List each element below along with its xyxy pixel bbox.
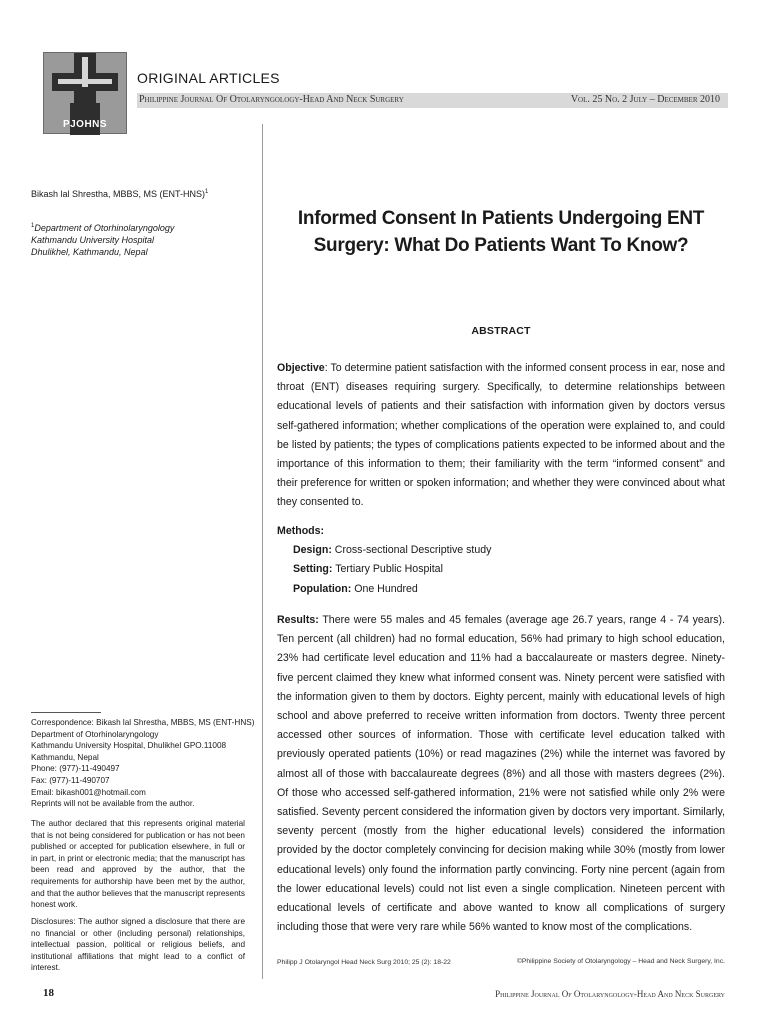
correspondence-line: Fax: (977)-11-490707 — [31, 775, 110, 785]
correspondence-line: Phone: (977)-11-490497 — [31, 764, 120, 774]
correspondence-email: Email: bikash001@hotmail.com — [31, 787, 146, 797]
author-line — [31, 187, 245, 201]
affiliation-line: Department of Otorhinolaryngology — [34, 223, 175, 233]
results-text: There were 55 males and 45 females (average age 26.7 years, range 4 - 74 years). Ten percent (all children) had no formal education, 56% had primary to high school education, 23% had certificate level education and 11% had a baccalaureate or masters degree. Ninety-five percent claimed they knew what informed consent was. Ninety percent were satisfied with the information given to them by doctors. Eighty percent, mainly with educational levels of high school and above preferred to receive written information from doctors. Twenty three percent accessed other sources of information. Those with certificate level education talked with previously operated patients (10%) or read magazines (2%) while the internet was favored by almost all of those with baccalaureate degrees (8%) and all those with masters degrees (2%). Of those who accessed self-gathered information, 21% were not satisfied while only 2% were satisfied. Seventy percent considered the information given by doctors very important. Similarly, seventy percent (mostly from the higher educational levels) considered the information provided by the doctor completely convincing for decision making while 30% (mostly from lower educational levels) only found the information partly convincing. Forty nine percent (again from the lower educational levels) could not list even a single complication. Nineteen percent with educational levels of certificate and above wanted to know all complications of surgery including those that were very rare while 56% wanted to know most of the complications. — [277, 614, 725, 934]
author-superscript: 1 — [205, 189, 209, 195]
population-line — [277, 580, 725, 599]
affiliation-line: Kathmandu University Hospital — [31, 234, 155, 245]
objective-label: Objective — [277, 362, 325, 374]
section-label: ORIGINAL ARTICLES — [137, 70, 280, 86]
design-text: Cross-sectional Descriptive study — [331, 544, 492, 557]
logo-text: PJOHNS — [62, 119, 108, 130]
affiliation — [31, 221, 245, 258]
header-journal-name: Philippine Journal Of Otolaryngology-Head And Neck Surgery — [139, 94, 404, 105]
disclosures: Disclosures: The author signed a disclosure that there are no financial or other (including personal) relationships, intellectual passion, political or religious beliefs, and institutional affiliations that might lead to a conflict of interest. — [31, 917, 245, 973]
page-number: 18 — [43, 987, 54, 999]
affiliation-superscript: 1 — [31, 223, 35, 229]
setting-text: Tertiary Public Hospital — [332, 563, 443, 576]
column-divider — [262, 124, 263, 979]
footer-journal-name: Philippine Journal Of Otolaryngology-Head And Neck Surgery — [495, 989, 725, 999]
correspondence-line: Department of Otorhinolaryngology — [31, 729, 159, 739]
correspondence-line: Reprints will not be available from the author. — [31, 799, 195, 809]
affiliation-line: Dhulikhel, Kathmandu, Nepal — [31, 246, 148, 257]
methods-label: Methods: — [277, 525, 325, 537]
design-line — [277, 541, 725, 560]
design-label: Design: — [293, 544, 332, 557]
footnote-rule — [31, 712, 101, 713]
population-label: Population: — [293, 582, 352, 595]
author-declaration: The author declared that this represents original material that is not being considered for publication or has not been published or accepted for publication elsewhere, in full or in part, in print or electronic media; that the manuscript has been read and approved by the author, that the requirements for authorship have been met by the author, and that the author believes that the manuscript represents honest work. — [31, 819, 245, 910]
results-label: Results: — [277, 614, 319, 626]
citation: Philipp J Otolaryngol Head Neck Surg 2010; 25 (2): 18-22 — [277, 959, 451, 966]
correspondence-line: Kathmandu, Nepal — [31, 752, 99, 762]
journal-logo — [43, 52, 127, 134]
correspondence-block — [31, 717, 255, 810]
objective-paragraph — [277, 359, 725, 513]
objective-text: : To determine patient satisfaction with the informed consent process in ear, nose and throat (ENT) diseases requiring surgery. Specifically, to determine relationships between educational levels of patients and their satisfaction with information given by doctors versus self-gathered information; whether complications of the operation were explained to, and could be listed by patients; the types of complications patients expected to be informed about and the importance of this information to them; their familiarity with the term “informed consent” and their preference for written or spoken information; and whether they were convinced about what they consented to. — [277, 362, 725, 509]
abstract-heading: ABSTRACT — [471, 325, 531, 337]
results-paragraph — [277, 611, 725, 937]
copyright: ©Philippine Society of Otolaryngology – Head and Neck Surgery, Inc. — [516, 958, 725, 965]
header-volume: Vol. 25 No. 2 July – December 2010 — [570, 94, 720, 105]
author-name: Bikash lal Shrestha, MBBS, MS (ENT-HNS) — [31, 189, 206, 199]
correspondence-line: Kathmandu University Hospital, Dhulikhel GPO.11008 — [31, 741, 227, 751]
setting-line — [277, 560, 725, 579]
correspondence-line: Correspondence: Bikash lal Shrestha, MBBS, MS (ENT-HNS) — [31, 718, 255, 727]
population-text: One Hundred — [351, 582, 418, 595]
article-title: Informed Consent In Patients Undergoing ENT Surgery: What Do Patients Want To Know? — [297, 208, 705, 256]
setting-label: Setting: — [293, 563, 333, 576]
methods-section — [277, 522, 725, 599]
